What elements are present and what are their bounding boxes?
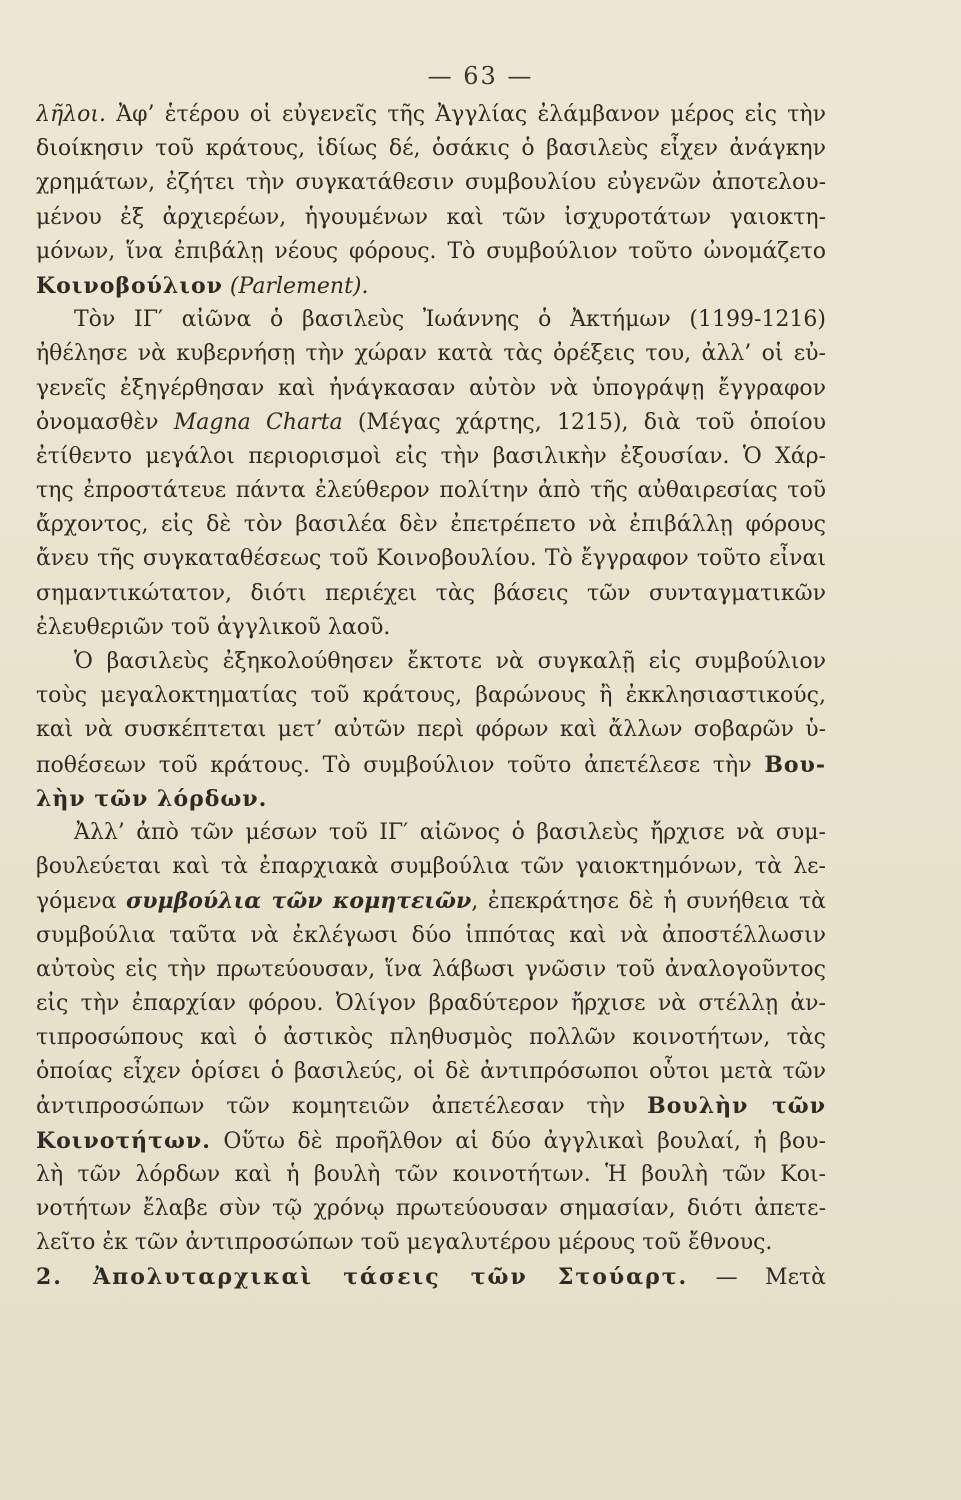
- text-segment: ὀνομασθὲν: [36, 409, 174, 435]
- text-segment: ἐλευθεριῶν τοῦ ἀγγλικοῦ λαοῦ.: [36, 614, 391, 640]
- text-segment: τιπροσώπους καὶ ὁ ἀστικὸς πληθυσμὸς πολλῶν κοινοτήτων, τὰς: [36, 1025, 826, 1051]
- text-line: [36, 748, 826, 782]
- text-segment: Τὸν ΙΓ′ αἰῶνα ὁ βασιλεὺς Ἰωάννης ὁ Ἀκτήμων (1199-1216): [74, 307, 826, 333]
- text-segment: συμβούλια ταῦτα νὰ ἐκλέγωσι δύο ἱππότας καὶ νὰ ἀποστέλλωσιν: [36, 922, 826, 948]
- text-segment: μένου ἐξ ἀρχιερέων, ἡγουμένων καὶ τῶν ἰσχυροτάτων γαιοκτη-: [36, 204, 826, 230]
- text-line: [36, 269, 826, 303]
- text-line: [36, 577, 826, 611]
- text-segment: Ἀλλ’ ἀπὸ τῶν μέσων τοῦ ΙΓ′ αἰῶνος ὁ βασιλεὺς ἤρχισε νὰ συμ-: [74, 819, 826, 845]
- text-segment: μόνων, ἵνα ἐπιβάλῃ νέους φόρους. Τὸ συμβούλιον τοῦτο ὠνομάζετο: [36, 238, 826, 264]
- text-segment: , ἐπεκράτησε δὲ ἡ συνήθεια τὰ: [471, 889, 826, 915]
- text-segment: λὴν τῶν λόρδων.: [36, 785, 268, 812]
- text-segment: λεῖτο ἐκ τῶν ἀντιπροσώπων τοῦ μεγαλυτέρου μέρους τοῦ ἔθνους.: [36, 1230, 773, 1256]
- text-segment: λῆλοι.: [36, 102, 106, 127]
- text-segment: ἄνευ τῆς συγκαταθέσεως τοῦ Κοινοβουλίου. Τὸ ἔγγραφον τοῦτο εἶναι: [36, 546, 826, 572]
- text-segment: ἀντιπροσώπων τῶν κομητειῶν ἀπετέλεσαν τὴν: [36, 1094, 648, 1120]
- text-line: [36, 1158, 826, 1192]
- text-line: [36, 1124, 826, 1158]
- text-segment: εἰς τὴν ἐπαρχίαν φόρου. Ὀλίγον βραδύτερον ἤρχισε νὰ στέλλῃ ἀν-: [36, 990, 826, 1016]
- text-line: [36, 406, 826, 440]
- text-line: [36, 98, 826, 132]
- text-line: [36, 884, 826, 918]
- text-line: [36, 713, 826, 747]
- text-segment: ὁποίας εἶχεν ὁρίσει ὁ βασιλεύς, οἱ δὲ ἀντιπρόσωποι οὗτοι μετὰ τῶν: [36, 1059, 826, 1085]
- text-segment: Βουλὴν τῶν: [647, 1093, 826, 1120]
- text-line: [36, 611, 826, 645]
- text-line: [36, 303, 826, 337]
- text-segment: Κοινοτήτων.: [36, 1127, 211, 1154]
- text-segment: Βου-: [764, 751, 826, 778]
- text-segment: της ἐπροστάτευε πάντα ἐλεύθερον πολίτην ἀπὸ τῆς αὐθαιρεσίας τοῦ: [36, 478, 826, 504]
- body-text: [36, 98, 826, 1295]
- text-segment: διοίκησιν τοῦ κράτους, ἰδίως δέ, ὁσάκις ὁ βασιλεὺς εἶχεν ἀνάγκην: [36, 136, 826, 162]
- text-segment: τοὺς μεγαλοκτηματίας τοῦ κράτους, βαρώνους ἢ ἐκκλησιαστικούς,: [36, 683, 826, 709]
- text-line: [36, 132, 826, 166]
- text-segment: ἠθέλησε νὰ κυβερνήσῃ τὴν χώραν κατὰ τὰς ὀρέξεις του, ἀλλ’ οἱ εὐ-: [36, 341, 826, 367]
- text-segment: αὐτοὺς εἰς τὴν πρωτεύουσαν, ἵνα λάβωσι γνῶσιν τοῦ ἀναλογοῦντος: [36, 956, 826, 982]
- text-line: [36, 850, 826, 884]
- text-line: [36, 337, 826, 371]
- text-segment: Ὁ βασιλεὺς ἐξηκολούθησεν ἔκτοτε νὰ συγκαλῇ εἰς συμβούλιον: [74, 649, 826, 674]
- text-line: [36, 166, 826, 200]
- text-line: [36, 782, 826, 816]
- text-segment: — Μετὰ: [688, 1265, 826, 1291]
- text-line: [36, 1055, 826, 1089]
- text-segment: γόμενα: [36, 889, 127, 915]
- text-segment: σημαντικώτατον, διότι περιέχει τὰς βάσεις τῶν συνταγματικῶν: [36, 580, 826, 606]
- text-line: [36, 1260, 826, 1294]
- text-line: [36, 1021, 826, 1055]
- text-line: [36, 1089, 826, 1123]
- text-segment: γενεῖς ἐξηγέρθησαν καὶ ἠνάγκασαν αὐτὸν νὰ ὑπογράψῃ ἔγγραφον: [36, 375, 826, 401]
- text-line: [36, 816, 826, 850]
- text-line: [36, 542, 826, 576]
- text-segment: Κοινοβούλιον: [36, 272, 223, 299]
- text-segment: ἐτίθεντο μεγάλοι περιορισμοὶ εἰς τὴν βασιλικὴν ἐξουσίαν. Ὁ Χάρ-: [36, 443, 826, 469]
- text-line: [36, 1226, 826, 1260]
- text-segment: ἄρχοντος, εἰς δὲ τὸν βασιλέα δὲν ἐπετρέπετο νὰ ἐπιβάλλῃ φόρους: [36, 512, 826, 538]
- text-line: [36, 440, 826, 474]
- text-line: [36, 679, 826, 713]
- text-segment: βουλεύεται καὶ τὰ ἐπαρχιακὰ συμβούλια τῶν γαιοκτημόνων, τὰ λε-: [36, 854, 826, 880]
- text-segment: χρημάτων, ἐζήτει τὴν συγκατάθεσιν συμβουλίου εὐγενῶν ἀποτελου-: [36, 170, 826, 196]
- text-segment: (Μέγας χάρτης, 1215), διὰ τοῦ ὁποίου: [342, 409, 826, 435]
- text-segment: νοτήτων ἔλαβε σὺν τῷ χρόνῳ πρωτεύουσαν σημασίαν, διότι ἀπετε-: [36, 1196, 826, 1221]
- text-line: [36, 508, 826, 542]
- text-line: [36, 201, 826, 235]
- text-line: [36, 919, 826, 953]
- text-segment: Magna Charta: [173, 409, 343, 435]
- text-line: [36, 235, 826, 269]
- text-segment: Οὕτω δὲ προῆλθον αἱ δύο ἀγγλικαὶ βουλαί, ἡ βου-: [210, 1128, 826, 1154]
- section-heading: 2. Ἀπολυταρχικαὶ τάσεις τῶν Στούαρτ.: [36, 1264, 689, 1291]
- text-line: [36, 645, 826, 679]
- text-line: [36, 953, 826, 987]
- text-line: [36, 987, 826, 1021]
- text-line: [36, 372, 826, 406]
- text-line: [36, 1192, 826, 1226]
- text-segment: λὴ τῶν λόρδων καὶ ἡ βουλὴ τῶν κοινοτήτων. Ἡ βουλὴ τῶν Κοι-: [36, 1161, 826, 1187]
- text-segment: (Parlement).: [222, 273, 369, 299]
- text-segment: συμβούλια τῶν κομητειῶν: [126, 888, 472, 915]
- text-segment: ποθέσεων τοῦ κράτους. Τὸ συμβούλιον τοῦτο ἀπετέλεσε τὴν: [36, 752, 765, 778]
- text-segment: καὶ νὰ συσκέπτεται μετ’ αὐτῶν περὶ φόρων καὶ ἄλλων σοβαρῶν ὑ-: [36, 717, 826, 743]
- page-number: — 63 —: [427, 62, 534, 90]
- text-segment: Ἀφ’ ἑτέρου οἱ εὐγενεῖς τῆς Ἀγγλίας ἐλάμβανον μέρος εἰς τὴν: [105, 102, 826, 127]
- text-line: [36, 474, 826, 508]
